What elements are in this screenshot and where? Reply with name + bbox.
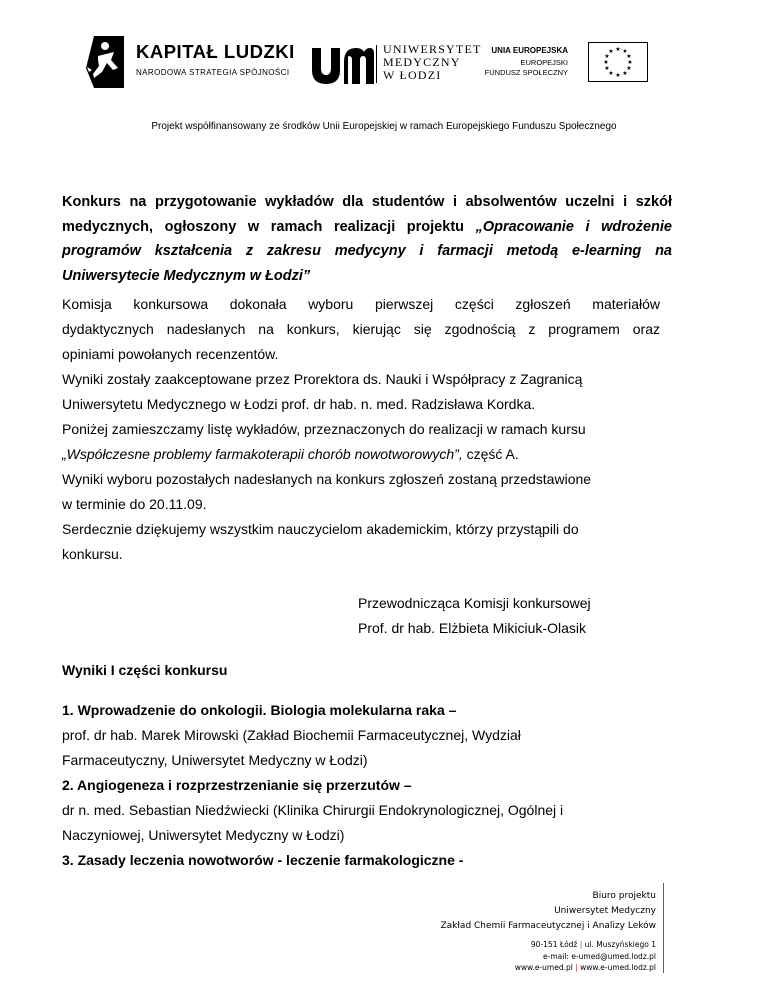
paragraph-1-line-2: dydaktycznych nadesłanych na konkurs, kierując się zgodnością z programem oraz: [62, 321, 660, 337]
result-item-title: 1. Wprowadzenie do onkologii. Biologia molekularna raka –: [62, 702, 457, 718]
footer-accent-bar: [663, 883, 664, 973]
university-name-line2: MEDYCZNY: [383, 55, 461, 69]
signature-role: Przewodnicząca Komisji konkursowej: [358, 595, 591, 611]
course-part: część A.: [462, 446, 519, 462]
paragraph-2-line-1: Wyniki zostały zaakceptowane przez Prorektora ds. Nauki i Współpracy z Zagranicą: [62, 371, 583, 387]
title-project-name: „Opracowanie i wdrożenie programów kształcenia z zakresu medycyny i farmacji metodą e-learning na Uniwersytecie Medycznym w Łodzi”: [62, 218, 672, 284]
paragraph-4-line-2: w terminie do 20.11.09.: [62, 496, 207, 512]
university-name-line3: W ŁODZI: [383, 68, 442, 82]
eu-flag-icon: [588, 42, 648, 82]
paragraph-4-line-1: Wyniki wyboru pozostałych nadesłanych na konkurs zgłoszeń zostaną przedstawione: [62, 471, 592, 487]
result-item-affiliation: Naczyniowej, Uniwersytet Medyczny w Łodzi): [62, 827, 345, 843]
svg-text:★: ★: [604, 65, 610, 72]
footer-websites: [515, 963, 656, 972]
kapital-ludzki-emblem-icon: [84, 34, 130, 90]
course-name: „Współczesne problemy farmakoterapii chorób nowotworowych”,: [62, 446, 463, 462]
footer-street: ul. Muszyńskiego 1: [584, 940, 656, 949]
footer-address: [531, 940, 656, 949]
footer-office: Biuro projektu: [592, 891, 656, 901]
um-monogram-icon: [312, 48, 374, 84]
paragraph-1-line-3: opiniami powołanych recenzentów.: [62, 346, 279, 362]
paragraph-2-line-2: Uniwersytetu Medycznego w Łodzi prof. dr hab. n. med. Radzisława Kordka.: [62, 396, 536, 412]
result-item-author: prof. dr hab. Marek Mirowski (Zakład Biochemii Farmaceutycznej, Wydział: [62, 727, 521, 743]
svg-text:★: ★: [622, 70, 628, 77]
footer-separator: |: [579, 940, 583, 949]
university-name-line1: UNIWERSYTET: [383, 42, 482, 56]
result-item-title: 2. Angiogeneza i rozprzestrzenianie się przerzutów –: [62, 777, 412, 793]
footer-website-link[interactable]: www.e-umed.pl: [514, 963, 573, 972]
svg-text:★: ★: [603, 59, 609, 66]
paragraph-5-line-1: Serdecznie dziękujemy wszystkim nauczycielom akademickim, którzy przystąpili do: [62, 521, 579, 537]
eu-title: UNIA EUROPEJSKA: [491, 46, 568, 55]
footer-postcode: 90-151 Łódź: [530, 940, 578, 949]
paragraph-5-line-2: konkursu.: [62, 546, 123, 562]
kapital-ludzki-logo: [84, 34, 295, 92]
footer-separator: |: [575, 963, 578, 972]
footer-website-link-alt[interactable]: www.e-umed.lodz.pl: [580, 963, 656, 972]
signature-name: Prof. dr hab. Elżbieta Mikiciuk-Olasik: [358, 620, 586, 636]
svg-text:★: ★: [626, 53, 632, 60]
svg-text:★: ★: [615, 46, 621, 53]
svg-text:★: ★: [626, 65, 632, 72]
eu-logo: [484, 42, 655, 86]
footer-department: Zakład Chemii Farmaceutycznej i Analizy Leków: [440, 921, 656, 931]
svg-text:★: ★: [604, 53, 610, 60]
result-item-author: dr n. med. Sebastian Niedźwiecki (Klinika Chirurgii Endokrynologicznej, Ogólnej i: [62, 802, 564, 818]
university-logo: [312, 42, 502, 90]
svg-text:★: ★: [608, 70, 614, 77]
svg-text:★: ★: [622, 48, 628, 55]
cofinancing-note: Projekt współfinansowany ze środków Unii Europejskiej w ramach Europejskiego Funduszu Społecznego: [151, 121, 617, 132]
document-title: [62, 190, 672, 288]
result-item-title: 3. Zasady leczenia nowotworów - leczenie farmakologiczne -: [62, 852, 464, 868]
title-bold-part: Konkurs na przygotowanie wykładów dla studentów i absolwentów uczelni i szkół medycznych, ogłoszony w ramach realizacji projektu: [62, 194, 672, 235]
university-logo-divider: [376, 45, 377, 83]
svg-text:★: ★: [627, 59, 633, 66]
kapital-ludzki-subtitle: NARODOWA STRATEGIA SPÓJNOŚCI: [136, 68, 290, 77]
eu-fund-line2: FUNDUSZ SPOŁECZNY: [484, 68, 568, 77]
svg-text:★: ★: [608, 48, 614, 55]
result-item-affiliation: Farmaceutyczny, Uniwersytet Medyczny w Łodzi): [62, 752, 368, 768]
kapital-ludzki-title: KAPITAŁ LUDZKI: [136, 41, 295, 62]
results-heading: Wyniki I części konkursu: [62, 662, 228, 678]
svg-text:★: ★: [615, 72, 621, 79]
paragraph-1-line-1: Komisja konkursowa dokonała wyboru pierwszej części zgłoszeń materiałów: [62, 296, 660, 312]
paragraph-3-line-2: [62, 446, 519, 462]
eu-fund-line1: EUROPEJSKI: [520, 58, 568, 67]
paragraph-3-line-1: Poniżej zamieszczamy listę wykładów, przeznaczonych do realizacji w ramach kursu: [62, 421, 586, 437]
footer-email[interactable]: e-mail: e-umed@umed.lodz.pl: [543, 952, 656, 961]
footer-university: Uniwersytet Medyczny: [554, 906, 656, 916]
